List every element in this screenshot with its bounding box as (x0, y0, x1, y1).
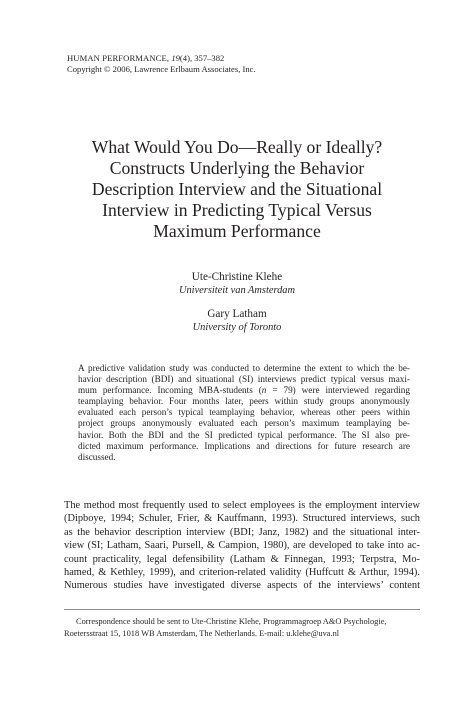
abstract-line: havior description (BDI) and situational (SI) interviews predict typical versus maxi- (78, 374, 410, 385)
author-block (40, 270, 434, 297)
body-line: hamed, & Kethley, 1999), and criterion-related validity (Huffcutt & Arthur, 1994). (64, 567, 420, 579)
abstract-line: A predictive validation study was conducted to determine the extent to which the be- (78, 363, 410, 373)
body-line: view (SI; Latham, Saari, Pursell, & Campion, 1980), are developed to take into ac- (64, 540, 420, 552)
title-line: What Would You Do—Really or Ideally? (91, 137, 383, 157)
paper-title (40, 137, 434, 242)
abstract-line: discussed. (78, 451, 116, 462)
abstract-line: teamplaying behavior. Four months later, peers within study groups anonymously (78, 396, 410, 407)
abstract-line: havior. Both the BDI and the SI predicted typical performance. The SI also pre- (78, 429, 410, 440)
title-line: Interview in Predicting Typical Versus (102, 199, 372, 220)
journal-citation (67, 53, 256, 64)
journal-issue-pages: (4), 357–382 (179, 53, 225, 63)
author-affiliation: University of Toronto (192, 322, 282, 333)
journal-header (67, 53, 256, 75)
author-block (40, 307, 434, 334)
correspondence-footnote (64, 616, 420, 639)
body-line: (Dipboye, 1994; Schuler, Frier, & Kauffmann, 1993). Structured interviews, such (64, 513, 420, 525)
abstract-line: mum performance. Incoming MBA-students (n = 79) were interviewed regarding (78, 385, 410, 396)
title-line: Constructs Underlying the Behavior (109, 157, 365, 178)
body-line: The method most frequently used to select employees is the employment interview (64, 500, 420, 511)
abstract-line: project groups anonymously evaluated each person’s maximum teamplaying be- (78, 418, 410, 429)
footnote-line: Correspondence should be sent to Ute-Christine Klehe, Programmagroep A&O Psychologie, (76, 617, 387, 626)
journal-volume: 19 (171, 53, 180, 63)
copyright-line: Copyright © 2006, Lawrence Erlbaum Associates, Inc. (67, 64, 256, 74)
footnote-line: Roetersstraat 15, 1018 WB Amsterdam, The Netherlands. E-mail: u.klehe@uva.nl (64, 628, 340, 638)
abstract-line: dicted maximum performance. Implications and directions for future research are (78, 440, 410, 451)
footnote-divider (64, 609, 420, 610)
body-line: Numerous studies have investigated diverse aspects of the interviews’ content (64, 580, 420, 592)
journal-name: HUMAN PERFORMANCE, (67, 53, 172, 63)
body-line: count practicality, legal defensibility (Latham & Finnegan, 1993; Terpstra, Mo- (64, 553, 420, 565)
body-paragraph (64, 499, 420, 593)
abstract-line: evaluated each person’s typical teamplaying behavior, whereas other peers within (78, 407, 410, 418)
title-line: Maximum Performance (153, 220, 321, 241)
abstract (78, 363, 410, 463)
title-line: Description Interview and the Situational (91, 178, 383, 199)
body-line: as the behavior description interview (BDI; Janz, 1982) and the situational inter- (64, 526, 420, 538)
author-name: Ute-Christine Klehe (191, 271, 283, 283)
author-affiliation: Universiteit van Amsterdam (178, 285, 295, 296)
author-name: Gary Latham (207, 308, 267, 320)
